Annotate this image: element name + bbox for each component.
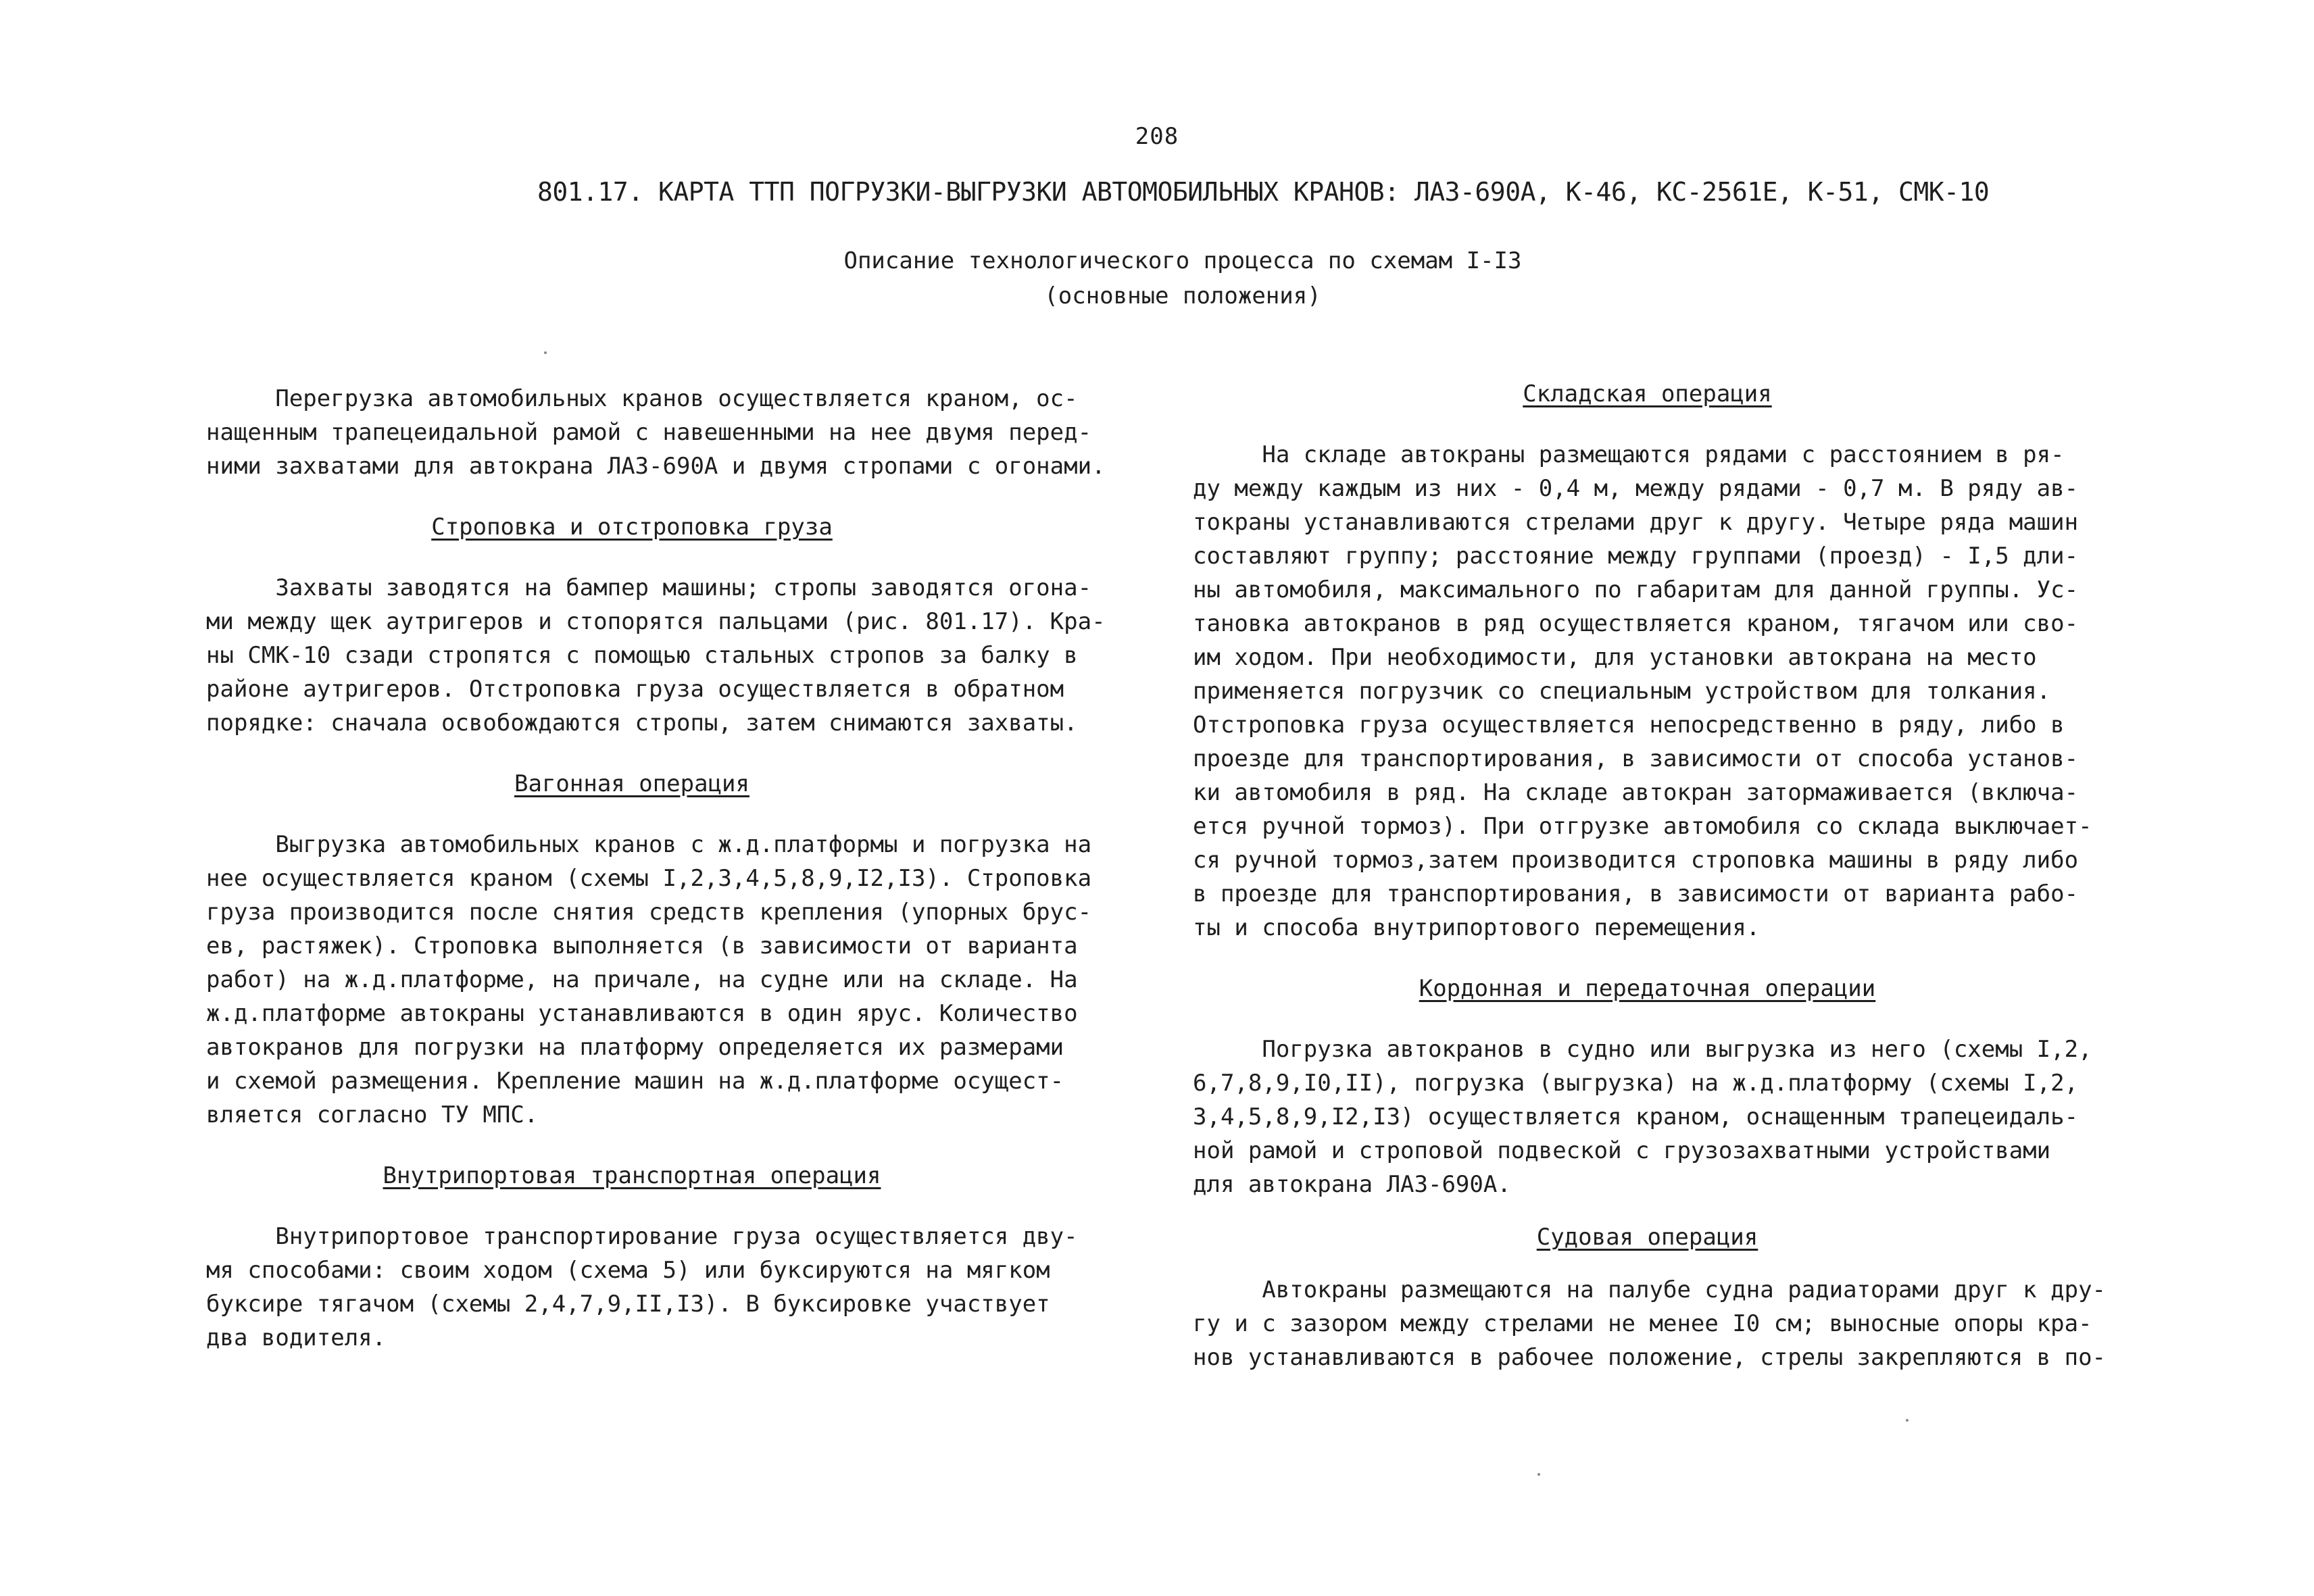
text-line: районе аутригеров. Отстроповка груза осуществляется в обратном [206,676,1064,703]
text-line: проезде для транспортирования, в зависимости от способа установ- [1193,745,2079,772]
text-line: Выгрузка автомобильных кранов с ж.д.платформы и погрузка на [206,831,1092,858]
scan-speck [1906,1419,1909,1422]
text-line: токраны устанавливаются стрелами друг к другу. Четыре ряда машин [1193,509,2079,536]
text-line: На складе автокраны размещаются рядами с расстоянием в ря- [1193,441,2065,468]
text-line: ми между щек аутригеров и стопорятся пальцами (рис. 801.17). Кра- [206,608,1106,635]
transport-paragraph [206,1220,1078,1355]
text-line: ев, растяжек). Строповка выполняется (в зависимости от варианта [206,932,1078,959]
cordon-paragraph [1193,1032,2102,1201]
ship-paragraph [1193,1273,2107,1374]
text-line: буксире тягачом (схемы 2,4,7,9,II,I3). В буксировке участвует [206,1291,1050,1318]
description-line-1: Описание технологического процесса по схемам I-I3 [843,247,1522,274]
text-line: 6,7,8,9,I0,II), погрузка (выгрузка) на ж.д.платформу (схемы I,2, [1193,1070,2079,1097]
text-line: ты и способа внутрипортового перемещения. [1193,914,1761,941]
text-line: гу и с зазором между стрелами не менее I0 см; выносные опоры кра- [1193,1310,2092,1337]
text-line: нащенным трапецеидальной рамой с навешенными на нее двумя перед- [206,419,1092,446]
left-column [206,382,1106,1355]
section-title-ship: Судовая операция [1536,1224,1758,1251]
text-line: порядке: сначала освобождаются стропы, затем снимаются захваты. [206,709,1078,737]
text-line: мя способами: своим ходом (схема 5) или буксируются на мягком [206,1257,1050,1284]
warehouse-paragraph [1193,438,2102,945]
text-line: в проезде для транспортирования, в зависимости от варианта рабо- [1193,880,2079,907]
text-line: и схемой размещения. Крепление машин на ж.д.платформе осущест- [206,1068,1064,1095]
text-line: им ходом. При необходимости, для установки автокрана на место [1193,644,2037,671]
section-title-warehouse: Складская операция [1523,380,1772,407]
page-number: 208 [1135,123,1179,150]
text-line: ними захватами для автокрана ЛАЗ-690А и двумя стропами с огонами. [206,453,1106,480]
intro-paragraph [206,382,1106,483]
text-line: Внутрипортовое транспортирование груза осуществляется дву- [206,1223,1078,1250]
text-line: работ) на ж.д.платформе, на причале, на судне или на складе. На [206,966,1078,993]
slinging-paragraph [206,571,1106,740]
text-line: ки автомобиля в ряд. На складе автокран затормаживается (включа- [1193,779,2079,806]
scan-speck [544,351,547,354]
text-line: ной рамой и строповой подвеской с грузозахватными устройствами [1193,1137,2051,1164]
scan-speck [1537,1473,1540,1476]
text-line: Перегрузка автомобильных кранов осуществляется краном, ос- [206,385,1078,412]
text-line: Автокраны размещаются на палубе судна радиаторами друг к дру- [1193,1276,2107,1303]
text-line: Захваты заводятся на бампер машины; стропы заводятся огона- [206,574,1092,601]
text-line: вляется согласно ТУ МПС. [206,1101,539,1128]
text-line: 3,4,5,8,9,I2,I3) осуществляется краном, оснащенным трапецеидаль- [1193,1103,2079,1130]
text-line: ду между каждым из них - 0,4 м, между рядами - 0,7 м. В ряду ав- [1193,475,2079,502]
description-heading [777,243,1588,314]
text-line: Погрузка автокранов в судно или выгрузка из него (схемы I,2, [1193,1036,2092,1063]
section-title-wagon: Вагонная операция [514,770,749,797]
description-line-2: (основные положения) [1044,282,1321,309]
text-line: тановка автокранов в ряд осуществляется краном, тягачом или сво- [1193,610,2079,637]
text-line: ны автомобиля, максимального по габаритам для данной группы. Ус- [1193,576,2079,603]
right-column [1193,377,2107,1374]
text-line: автокранов для погрузки на платформу определяется их размерами [206,1034,1064,1061]
text-line: ж.д.платформе автокраны устанавливаются в один ярус. Количество [206,1000,1078,1027]
document-title: 801.17. КАРТА ТТП ПОГРУЗКИ-ВЫГРУЗКИ АВТОМОБИЛЬНЫХ КРАНОВ: ЛАЗ-690А, К-46, КС-2561Е, К-51, СМК-10 [537,177,1990,207]
text-line: для автокрана ЛАЗ-690А. [1193,1171,1511,1198]
text-line: ны СМК-10 сзади стропятся с помощью стальных стропов за балку в [206,642,1078,669]
wagon-paragraph [206,828,1092,1132]
text-line: нее осуществляется краном (схемы I,2,3,4,5,8,9,I2,I3). Строповка [206,865,1092,892]
text-line: составляют группу; расстояние между группами (проезд) - I,5 дли- [1193,543,2079,570]
text-line: груза производится после снятия средств крепления (упорных брус- [206,899,1092,926]
section-title-transport: Внутрипортовая транспортная операция [383,1162,881,1189]
section-title-cordon: Кордонная и передаточная операции [1419,975,1876,1002]
text-line: нов устанавливаются в рабочее положение, стрелы закрепляются в по- [1193,1344,2107,1371]
text-line: ется ручной тормоз). При отгрузке автомобиля со склада выключает- [1193,813,2092,840]
text-line: Отстроповка груза осуществляется непосредственно в ряду, либо в [1193,712,2065,739]
text-line: два водителя. [206,1324,387,1351]
section-title-slinging: Строповка и отстроповка груза [431,514,833,541]
text-line: ся ручной тормоз,затем производится строповка машины в ряду либо [1193,847,2079,874]
text-line: применяется погрузчик со специальным устройством для толкания. [1193,678,2051,705]
